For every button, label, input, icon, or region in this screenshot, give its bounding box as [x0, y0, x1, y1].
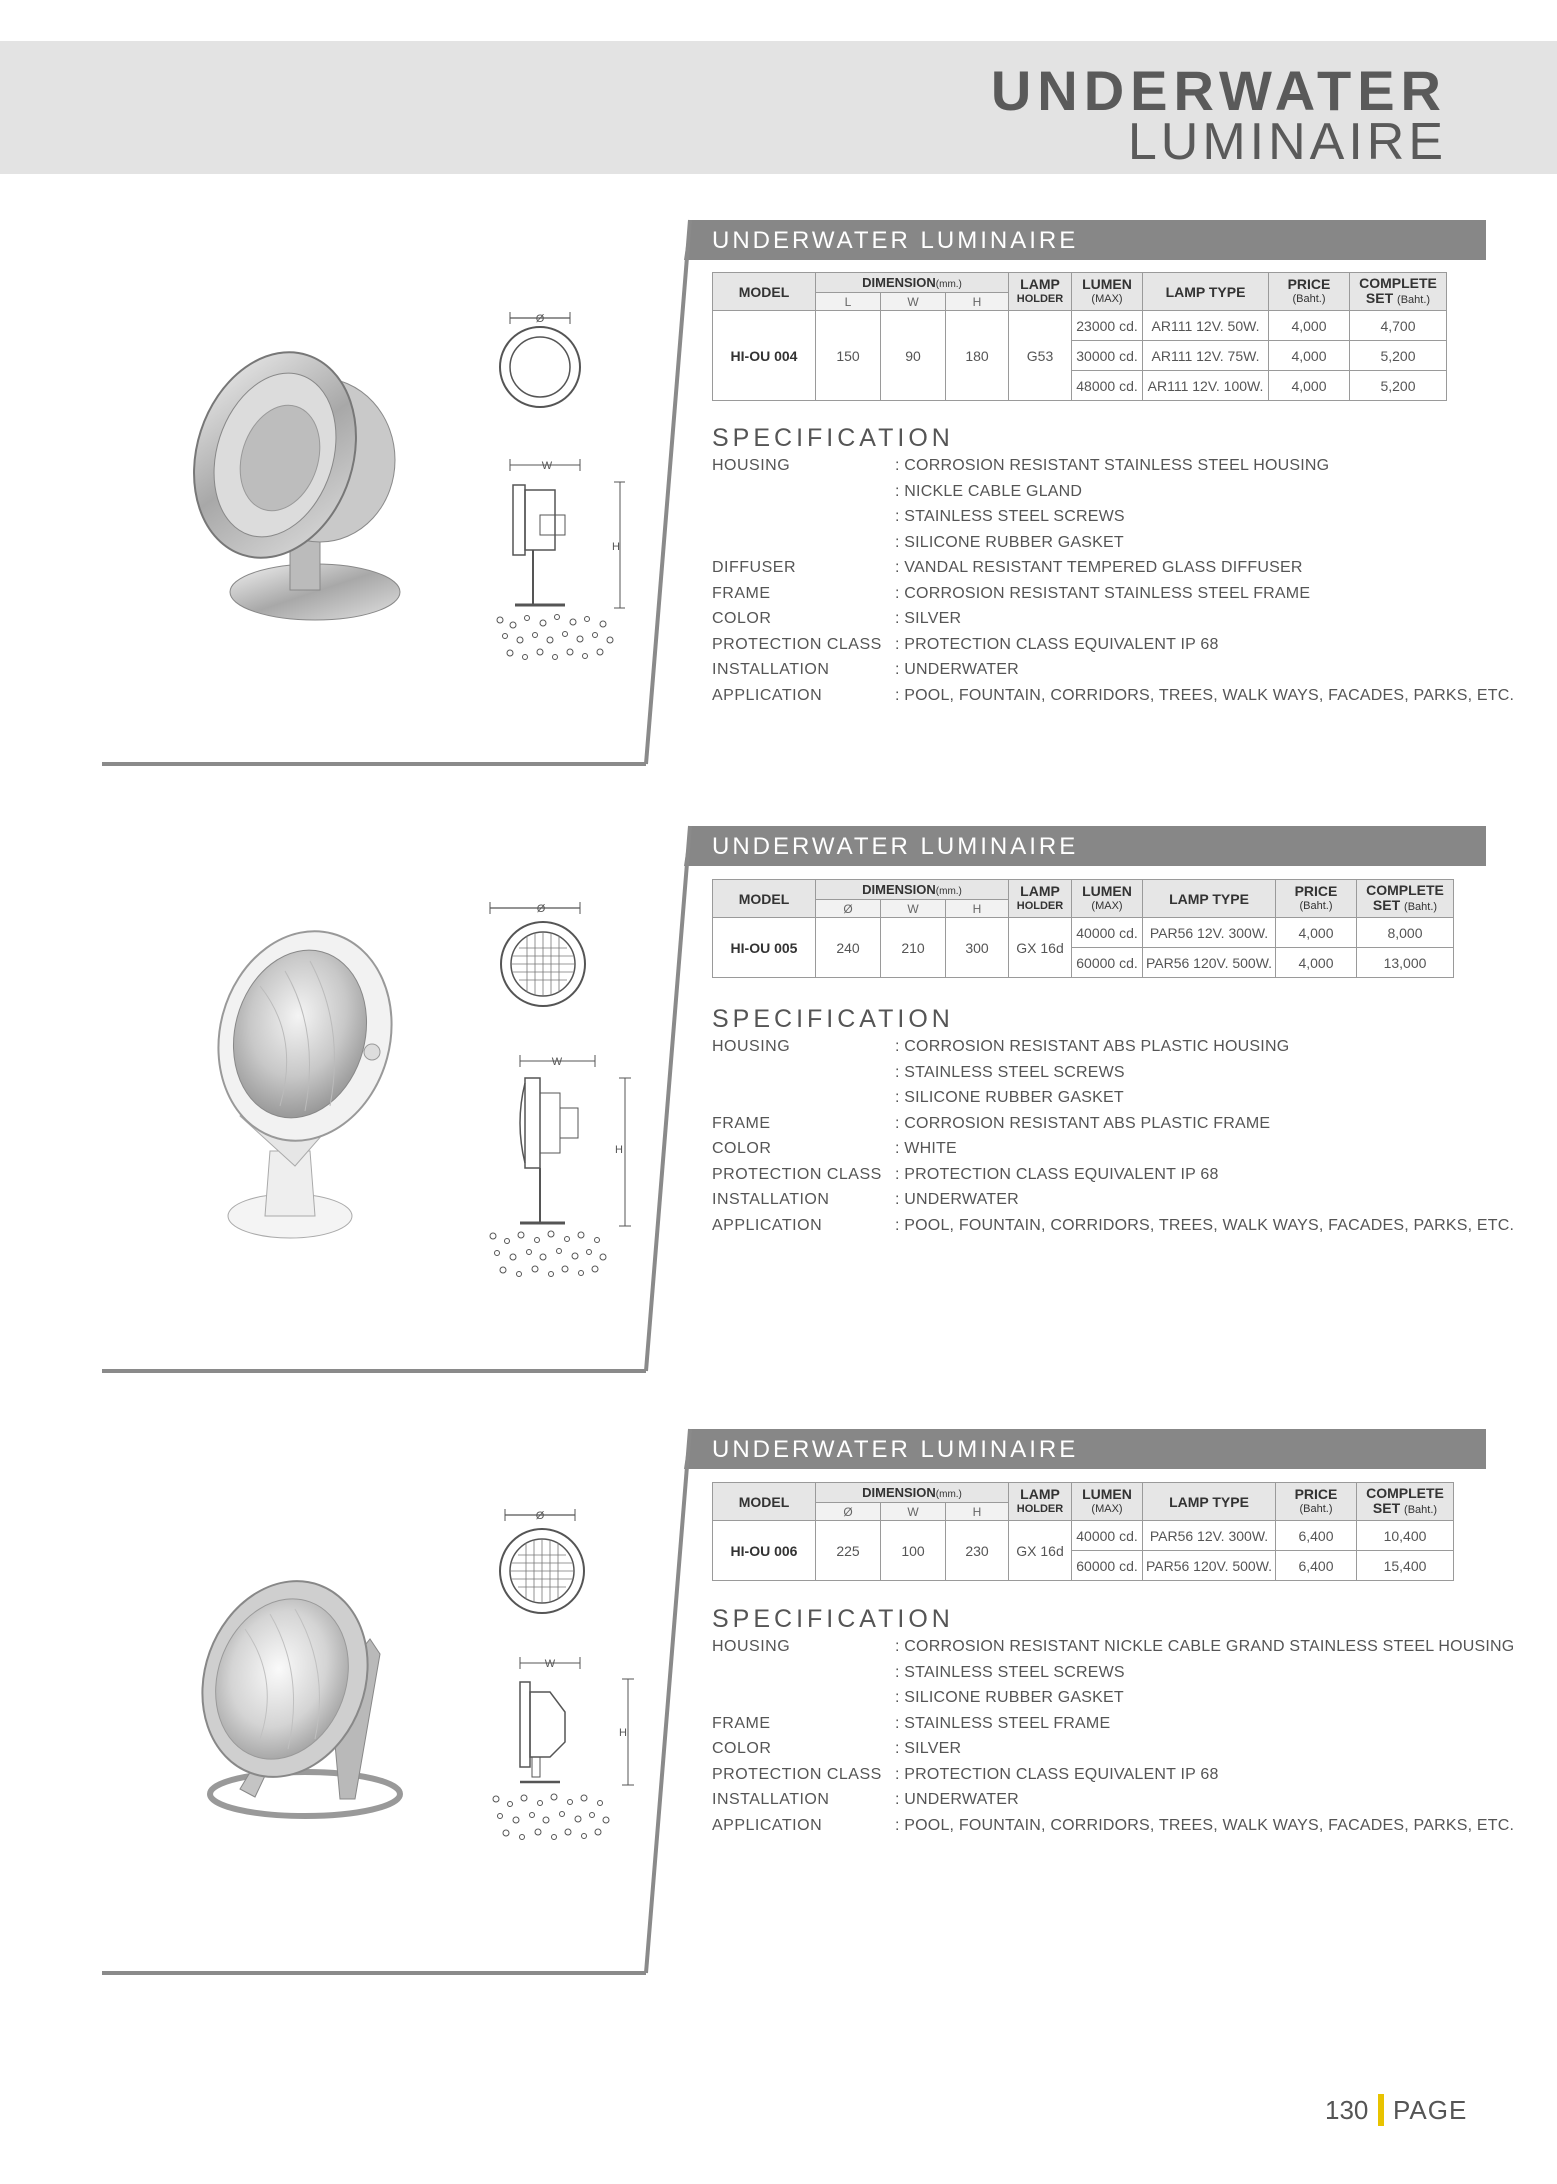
spec-row: FRAME : STAINLESS STEEL FRAME	[712, 1714, 1111, 1732]
col-lumen: LUMEN (MAX)	[1072, 1483, 1143, 1521]
lamp-type-cell: PAR56 120V. 500W.	[1143, 1551, 1276, 1581]
lumen-cell: 40000 cd.	[1072, 1521, 1143, 1551]
holder-cell: G53	[1009, 311, 1072, 401]
dia-label: Ø	[535, 1510, 545, 1522]
product-section-1	[0, 210, 1557, 770]
lumen-cell: 60000 cd.	[1072, 1551, 1143, 1581]
price-cell: 6,400	[1276, 1551, 1357, 1581]
product-section-3	[0, 1419, 1557, 1979]
lumen-cell: 23000 cd.	[1072, 311, 1143, 341]
model-cell: HI-OU 004	[713, 311, 816, 401]
col-dim-3: H	[946, 1503, 1009, 1521]
col-dim-1: L	[816, 293, 881, 311]
spec-table	[712, 272, 1447, 401]
col-lumen: LUMEN (MAX)	[1072, 273, 1143, 311]
spec-row: : SILICONE RUBBER GASKET	[895, 1089, 1124, 1106]
page-title-line1: UNDERWATER	[990, 59, 1447, 122]
model-cell: HI-OU 006	[713, 1521, 816, 1581]
page-number: 130	[1325, 2095, 1369, 2125]
spec-row: DIFFUSER : VANDAL RESISTANT TEMPERED GLASS DIFFUSER	[712, 559, 1303, 576]
dim-cell: 230	[946, 1521, 1009, 1581]
col-complete-set: COMPLETE SET (Baht.)	[1357, 1483, 1454, 1521]
complete-cell: 5,200	[1350, 371, 1447, 401]
lamp-type-cell: AR111 12V. 50W.	[1143, 311, 1269, 341]
spec-list	[712, 1038, 1514, 1242]
spec-row: : NICKLE CABLE GLAND	[895, 482, 1083, 500]
product-photo	[180, 1539, 420, 1829]
section-title: UNDERWATER LUMINAIRE	[712, 1436, 1079, 1463]
spec-list	[712, 457, 1514, 712]
product-photo	[180, 340, 410, 640]
spec-list	[712, 1638, 1514, 1842]
dim-cell: 225	[816, 1521, 881, 1581]
dim-cell: 180	[946, 311, 1009, 401]
h-label: H	[619, 1727, 627, 1739]
w-label: W	[544, 1658, 556, 1670]
spec-row: : STAINLESS STEEL SCREWS	[895, 508, 1125, 525]
lamp-type-cell: PAR56 120V. 500W.	[1143, 948, 1276, 978]
price-cell: 6,400	[1276, 1521, 1357, 1551]
w-label: W	[551, 1056, 563, 1068]
technical-drawing	[495, 310, 625, 675]
spec-table	[712, 1482, 1454, 1581]
price-cell: 4,000	[1276, 948, 1357, 978]
spec-row: INSTALLATION : UNDERWATER	[712, 1791, 1019, 1808]
col-model: MODEL	[713, 1483, 816, 1521]
spec-row: : STAINLESS STEEL SCREWS	[895, 1663, 1125, 1681]
col-dim-2: W	[881, 1503, 946, 1521]
complete-cell: 8,000	[1357, 918, 1454, 948]
technical-drawing	[490, 1507, 640, 1867]
page-label: PAGE	[1393, 2095, 1468, 2125]
col-complete-set: COMPLETE SET (Baht.)	[1357, 880, 1454, 918]
col-lamp-type: LAMP TYPE	[1143, 880, 1276, 918]
page-title-line2: LUMINAIRE	[1127, 113, 1447, 171]
spec-row: PROTECTION CLASS : PROTECTION CLASS EQUIVALENT IP 68	[712, 1165, 1219, 1183]
col-dim-3: H	[946, 900, 1009, 918]
table-row	[713, 311, 1447, 341]
spec-row: APPLICATION : POOL, FOUNTAIN, CORRIDORS, TREES, WALK WAYS, FACADES, PARKS, ETC.	[712, 686, 1515, 704]
complete-cell: 10,400	[1357, 1521, 1454, 1551]
col-complete-set: COMPLETE SET (Baht.)	[1350, 273, 1447, 311]
spec-row: INSTALLATION : UNDERWATER	[712, 661, 1019, 678]
lumen-cell: 48000 cd.	[1072, 371, 1143, 401]
complete-cell: 13,000	[1357, 948, 1454, 978]
complete-cell: 4,700	[1350, 311, 1447, 341]
section-title: UNDERWATER LUMINAIRE	[712, 227, 1079, 254]
spec-heading: SPECIFICATION	[712, 1605, 954, 1633]
holder-cell: GX 16d	[1009, 1521, 1072, 1581]
spec-heading: SPECIFICATION	[712, 1005, 954, 1033]
dim-cell: 300	[946, 918, 1009, 978]
col-lamp-type: LAMP TYPE	[1143, 1483, 1276, 1521]
col-dimension: DIMENSION(mm.)	[816, 1483, 1009, 1503]
spec-row: HOUSING : CORROSION RESISTANT ABS PLASTIC HOUSING	[712, 1038, 1290, 1055]
col-lamp-holder: LAMP HOLDER	[1009, 1483, 1072, 1521]
complete-cell: 15,400	[1357, 1551, 1454, 1581]
spec-row: HOUSING : CORROSION RESISTANT STAINLESS STEEL HOUSING	[712, 457, 1330, 474]
col-price: PRICE (Baht.)	[1276, 1483, 1357, 1521]
spec-row: INSTALLATION : UNDERWATER	[712, 1191, 1019, 1208]
w-label: W	[541, 460, 553, 472]
spec-row: PROTECTION CLASS : PROTECTION CLASS EQUIVALENT IP 68	[712, 1765, 1219, 1783]
technical-drawing	[485, 898, 635, 1298]
col-lumen: LUMEN (MAX)	[1072, 880, 1143, 918]
price-cell: 4,000	[1276, 918, 1357, 948]
spec-row: APPLICATION : POOL, FOUNTAIN, CORRIDORS, TREES, WALK WAYS, FACADES, PARKS, ETC.	[712, 1816, 1515, 1834]
col-price: PRICE (Baht.)	[1276, 880, 1357, 918]
holder-cell: GX 16d	[1009, 918, 1072, 978]
spec-row: HOUSING : CORROSION RESISTANT NICKLE CABLE GRAND STAINLESS STEEL HOUSING	[712, 1638, 1515, 1655]
price-cell: 4,000	[1269, 371, 1350, 401]
spec-row: : SILICONE RUBBER GASKET	[895, 533, 1124, 551]
dim-cell: 100	[881, 1521, 946, 1581]
table-row	[713, 918, 1454, 948]
table-row	[713, 1521, 1454, 1551]
page-divider-bar	[1378, 2094, 1384, 2126]
lumen-cell: 30000 cd.	[1072, 341, 1143, 371]
col-lamp-type: LAMP TYPE	[1143, 273, 1269, 311]
spec-row: : STAINLESS STEEL SCREWS	[895, 1063, 1125, 1081]
spec-row: : SILICONE RUBBER GASKET	[895, 1689, 1124, 1706]
spec-row: PROTECTION CLASS : PROTECTION CLASS EQUIVALENT IP 68	[712, 635, 1219, 653]
lamp-type-cell: PAR56 12V. 300W.	[1143, 918, 1276, 948]
dim-cell: 210	[881, 918, 946, 978]
h-label: H	[615, 1144, 623, 1156]
col-model: MODEL	[713, 273, 816, 311]
col-dim-2: W	[881, 900, 946, 918]
spec-table	[712, 879, 1454, 978]
spec-row: COLOR : SILVER	[712, 1740, 962, 1757]
h-label: H	[612, 541, 620, 553]
lamp-type-cell: AR111 12V. 75W.	[1143, 341, 1269, 371]
dim-cell: 150	[816, 311, 881, 401]
col-dimension: DIMENSION(mm.)	[816, 273, 1009, 293]
lamp-type-cell: PAR56 12V. 300W.	[1143, 1521, 1276, 1551]
price-cell: 4,000	[1269, 341, 1350, 371]
lumen-cell: 60000 cd.	[1072, 948, 1143, 978]
spec-heading: SPECIFICATION	[712, 424, 954, 452]
price-cell: 4,000	[1269, 311, 1350, 341]
dim-cell: 90	[881, 311, 946, 401]
col-dim-1: Ø	[816, 1503, 881, 1521]
col-model: MODEL	[713, 880, 816, 918]
spec-row: FRAME : CORROSION RESISTANT STAINLESS STEEL FRAME	[712, 584, 1311, 602]
col-dimension: DIMENSION(mm.)	[816, 880, 1009, 900]
product-section-2	[0, 816, 1557, 1376]
col-lamp-holder: LAMP HOLDER	[1009, 880, 1072, 918]
spec-row: APPLICATION : POOL, FOUNTAIN, CORRIDORS, TREES, WALK WAYS, FACADES, PARKS, ETC.	[712, 1216, 1515, 1234]
spec-row: COLOR : SILVER	[712, 610, 962, 627]
col-dim-3: H	[946, 293, 1009, 311]
col-dim-1: Ø	[816, 900, 881, 918]
complete-cell: 5,200	[1350, 341, 1447, 371]
model-cell: HI-OU 005	[713, 918, 816, 978]
col-dim-2: W	[881, 293, 946, 311]
section-title: UNDERWATER LUMINAIRE	[712, 833, 1079, 860]
lamp-type-cell: AR111 12V. 100W.	[1143, 371, 1269, 401]
spec-row: COLOR : WHITE	[712, 1140, 957, 1157]
lumen-cell: 40000 cd.	[1072, 918, 1143, 948]
dim-cell: 240	[816, 918, 881, 978]
dia-label: Ø	[535, 313, 545, 325]
product-photo	[200, 916, 420, 1246]
spec-row: FRAME : CORROSION RESISTANT ABS PLASTIC FRAME	[712, 1114, 1271, 1132]
dia-label: Ø	[536, 903, 546, 915]
col-lamp-holder: LAMP HOLDER	[1009, 273, 1072, 311]
col-price: PRICE (Baht.)	[1269, 273, 1350, 311]
